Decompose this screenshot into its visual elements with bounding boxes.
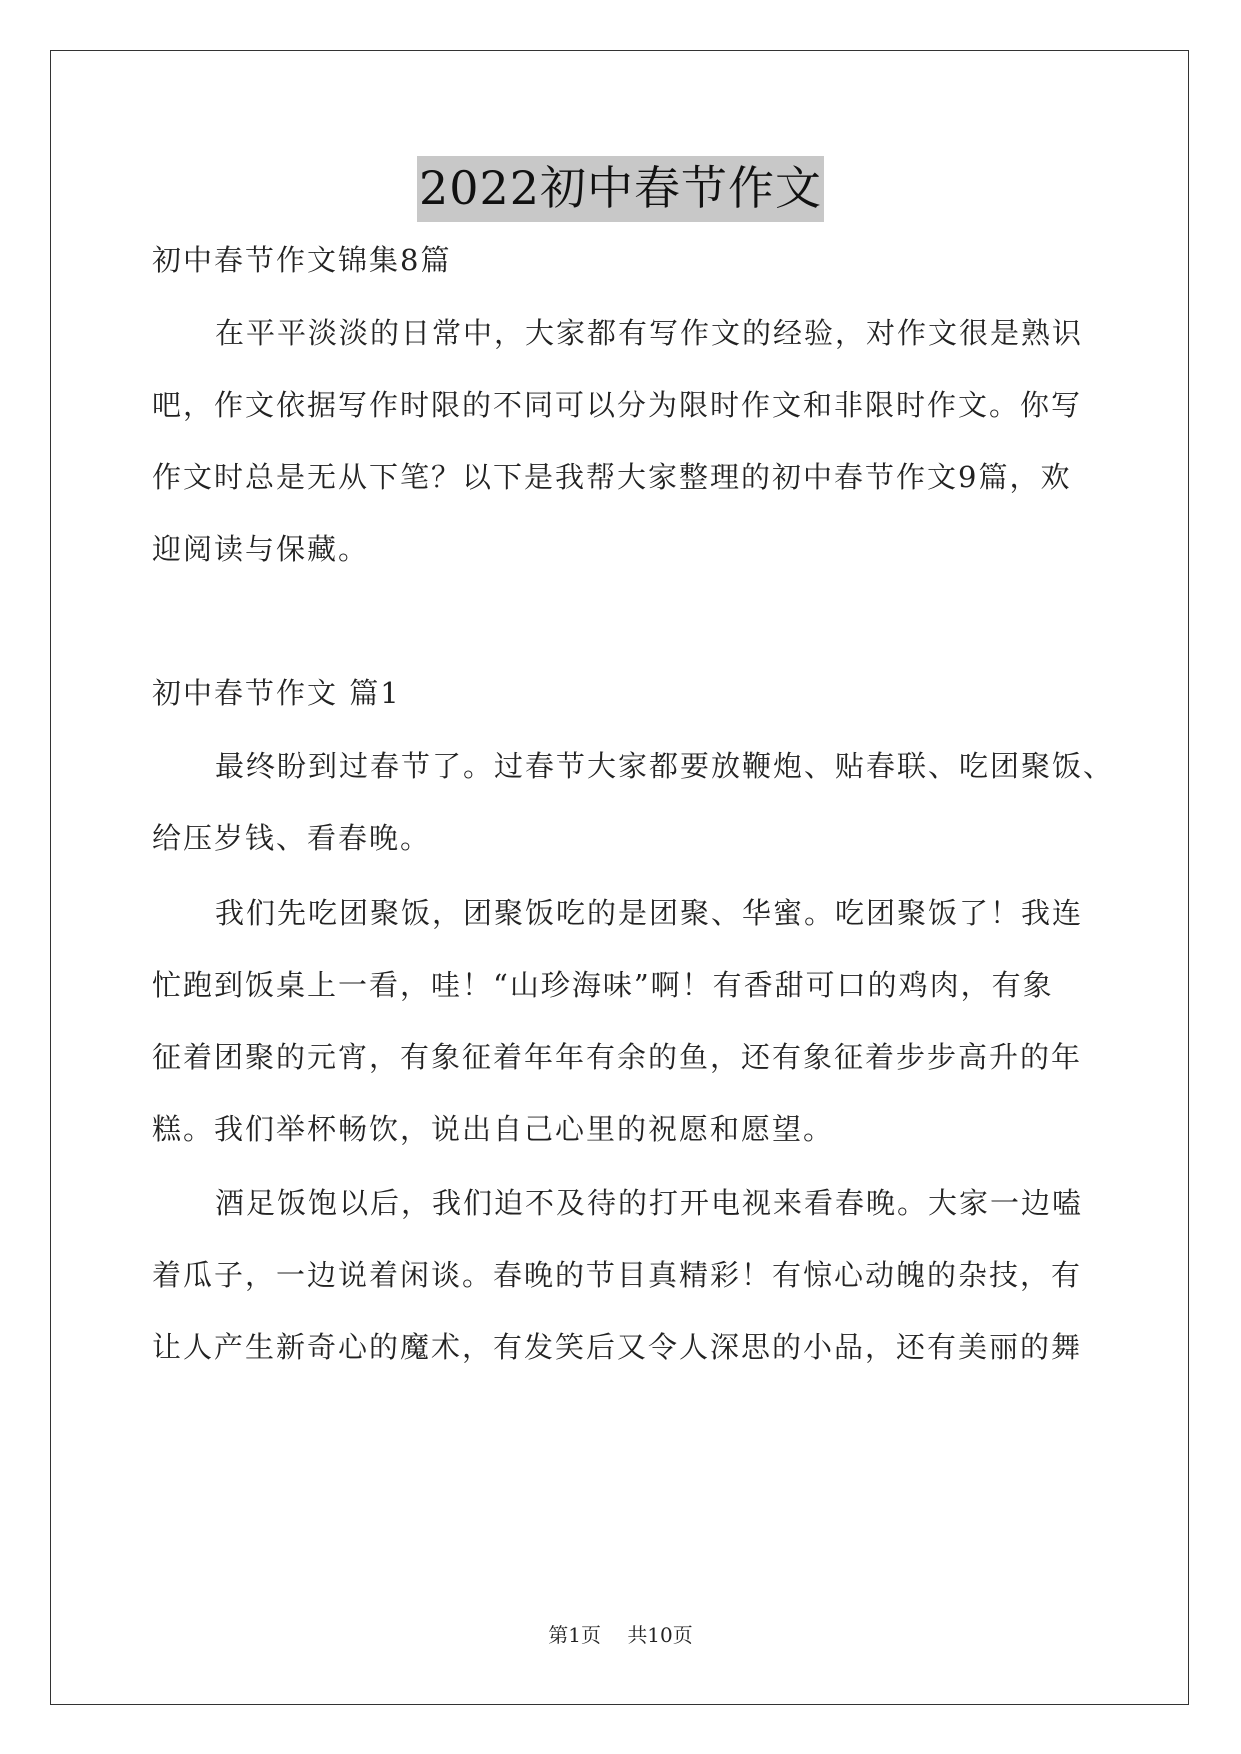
body-line: 最终盼到过春节了。过春节大家都要放鞭炮、贴春联、吃团聚饭、: [215, 749, 1115, 783]
body-line: 酒足饭饱以后，我们迫不及待的打开电视来看春晚。大家一边嗑: [215, 1186, 1084, 1220]
section-heading: 初中春节作文 篇1: [152, 676, 401, 710]
body-line: 给压岁钱、看春晚。: [152, 821, 432, 855]
body-line: 着瓜子，一边说着闲谈。春晚的节目真精彩！有惊心动魄的杂技，有: [152, 1258, 1083, 1292]
page-footer: [0, 1622, 1241, 1648]
document-subtitle: 初中春节作文锦集8篇: [152, 243, 452, 277]
body-line: 糕。我们举杯畅饮，说出自己心里的祝愿和愿望。: [152, 1112, 835, 1146]
body-line: 让人产生新奇心的魔术，有发笑后又令人深思的小品，还有美丽的舞: [152, 1330, 1083, 1364]
body-line: 我们先吃团聚饭，团聚饭吃的是团聚、华蜜。吃团聚饭了！我连: [215, 896, 1084, 930]
title-block: [0, 156, 1241, 222]
document-title: 2022初中春节作文: [417, 156, 824, 222]
intro-line: 在平平淡淡的日常中，大家都有写作文的经验，对作文很是熟识: [215, 316, 1084, 350]
intro-line: 吧，作文依据写作时限的不同可以分为限时作文和非限时作文。你写: [152, 388, 1083, 422]
body-line: 征着团聚的元宵，有象征着年年有余的鱼，还有象征着步步高升的年: [152, 1040, 1083, 1074]
body-line: 忙跑到饭桌上一看，哇！“山珍海味”啊！有香甜可口的鸡肉，有象: [152, 968, 1054, 1002]
page-number: 第1页: [548, 1623, 601, 1647]
page-border: [50, 50, 1189, 1705]
intro-line: 迎阅读与保藏。: [152, 532, 370, 566]
page-total: 共10页: [627, 1623, 693, 1647]
intro-line: 作文时总是无从下笔？以下是我帮大家整理的初中春节作文9篇，欢: [152, 460, 1072, 494]
